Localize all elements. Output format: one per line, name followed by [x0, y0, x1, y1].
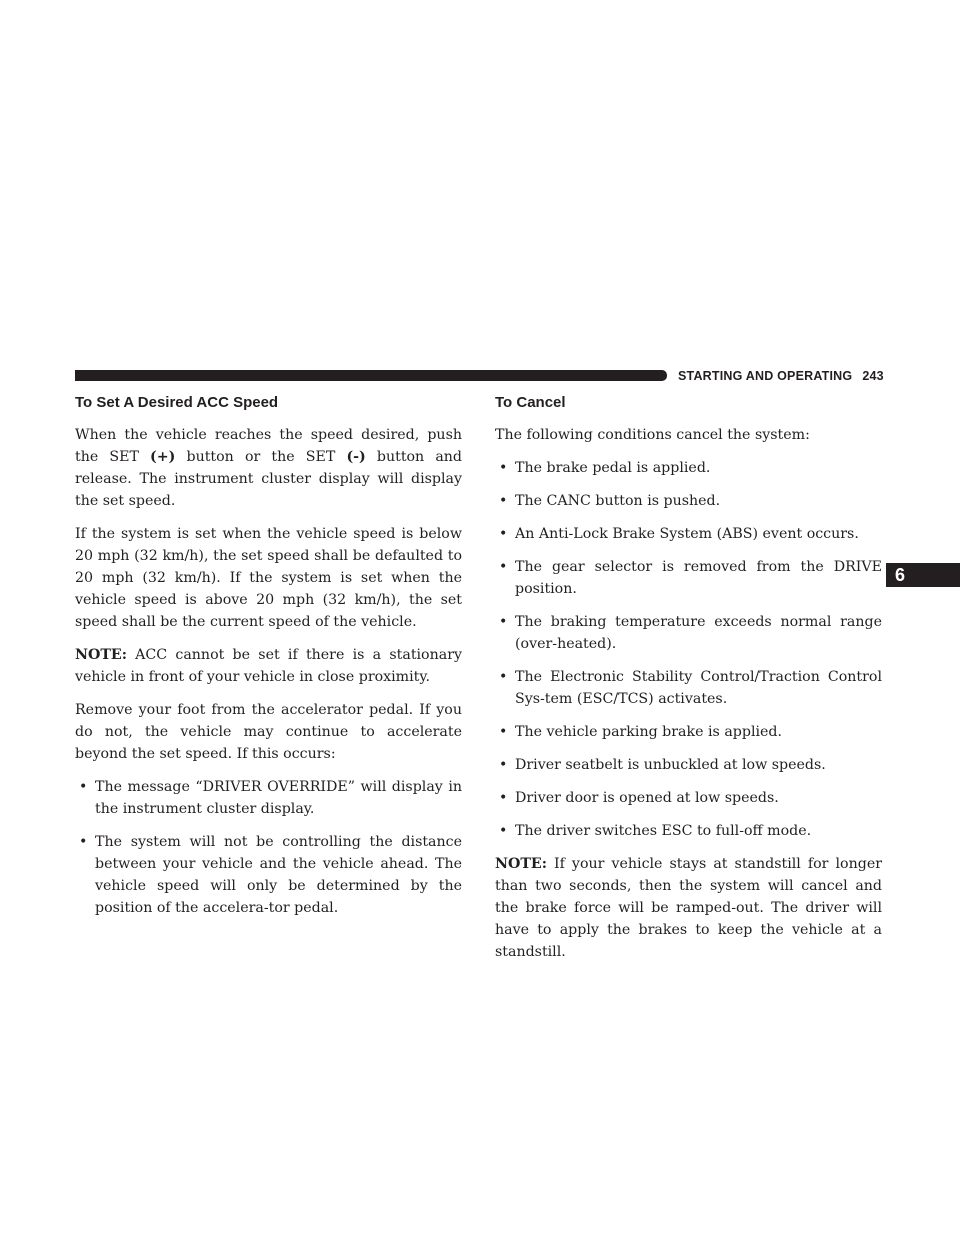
note-paragraph	[75, 644, 462, 688]
note-text: ACC cannot be set if there is a stationary vehicle in front of your vehicle in close proximity.	[75, 647, 462, 685]
running-header	[678, 368, 884, 384]
paragraph-cancel-intro: The following conditions cancel the system:	[495, 427, 810, 443]
list-item: • An Anti-Lock Brake System (ABS) event occurs.	[495, 523, 882, 545]
paragraph-default-speed: If the system is set when the vehicle speed is below 20 mph (32 km/h), the set speed shall be defaulted to 20 mph (32 km/h). If the system is set when the vehicle speed is above 20 mph (32 km/h), the set speed shall be the current speed of the vehicle.	[75, 526, 462, 630]
list-item: • The braking temperature exceeds normal range (over-heated).	[495, 611, 882, 655]
section-heading-set-speed: To Set A Desired ACC Speed	[75, 394, 279, 411]
list-item: • The Electronic Stability Control/Traction Control Sys-tem (ESC/TCS) activates.	[495, 666, 882, 710]
list-item: • The message “DRIVER OVERRIDE” will display in the instrument cluster display.	[75, 776, 462, 820]
list-item: • Driver seatbelt is unbuckled at low speeds.	[495, 754, 882, 776]
page-number: 243	[862, 369, 884, 383]
list-item: • The driver switches ESC to full-off mode.	[495, 820, 882, 842]
paragraph-set-speed	[75, 424, 462, 512]
section-heading-cancel: To Cancel	[495, 394, 566, 411]
note-text: If your vehicle stays at standstill for longer than two seconds, then the system will cancel and the brake force will be ramped-out. The driver will have to apply the brakes to keep the vehicle at a standstill.	[495, 856, 882, 960]
left-column	[75, 393, 462, 930]
text-span: When the vehicle reaches the speed desired, push the SET	[75, 427, 462, 465]
paragraph-override: Remove your foot from the accelerator pedal. If you do not, the vehicle may continue to accelerate beyond the set speed. If this occurs:	[75, 702, 462, 762]
list-item: • Driver door is opened at low speeds.	[495, 787, 882, 809]
list-item: • The vehicle parking brake is applied.	[495, 721, 882, 743]
list-item: • The gear selector is removed from the DRIVE position.	[495, 556, 882, 600]
text-span: button and release. The instrument cluster display will display the set speed.	[75, 449, 463, 509]
right-column	[495, 393, 882, 974]
chapter-tab: 6	[886, 563, 960, 587]
list-item: • The CANC button is pushed.	[495, 490, 882, 512]
text-span: button or the SET	[175, 449, 347, 465]
note-label: NOTE:	[495, 856, 547, 872]
note-label: NOTE:	[75, 647, 127, 663]
section-title: STARTING AND OPERATING	[678, 369, 853, 383]
header-rule	[75, 370, 667, 381]
minus-label: (-)	[346, 449, 366, 465]
list-item: • The system will not be controlling the distance between your vehicle and the vehicle ahead. The vehicle speed will only be determined by the position of the accelera-tor pedal.	[75, 831, 462, 919]
override-bullet-list	[75, 776, 462, 919]
cancel-bullet-list	[495, 457, 882, 842]
list-item: • The brake pedal is applied.	[495, 457, 882, 479]
plus-label: (+)	[150, 449, 176, 465]
note-paragraph	[495, 853, 882, 963]
